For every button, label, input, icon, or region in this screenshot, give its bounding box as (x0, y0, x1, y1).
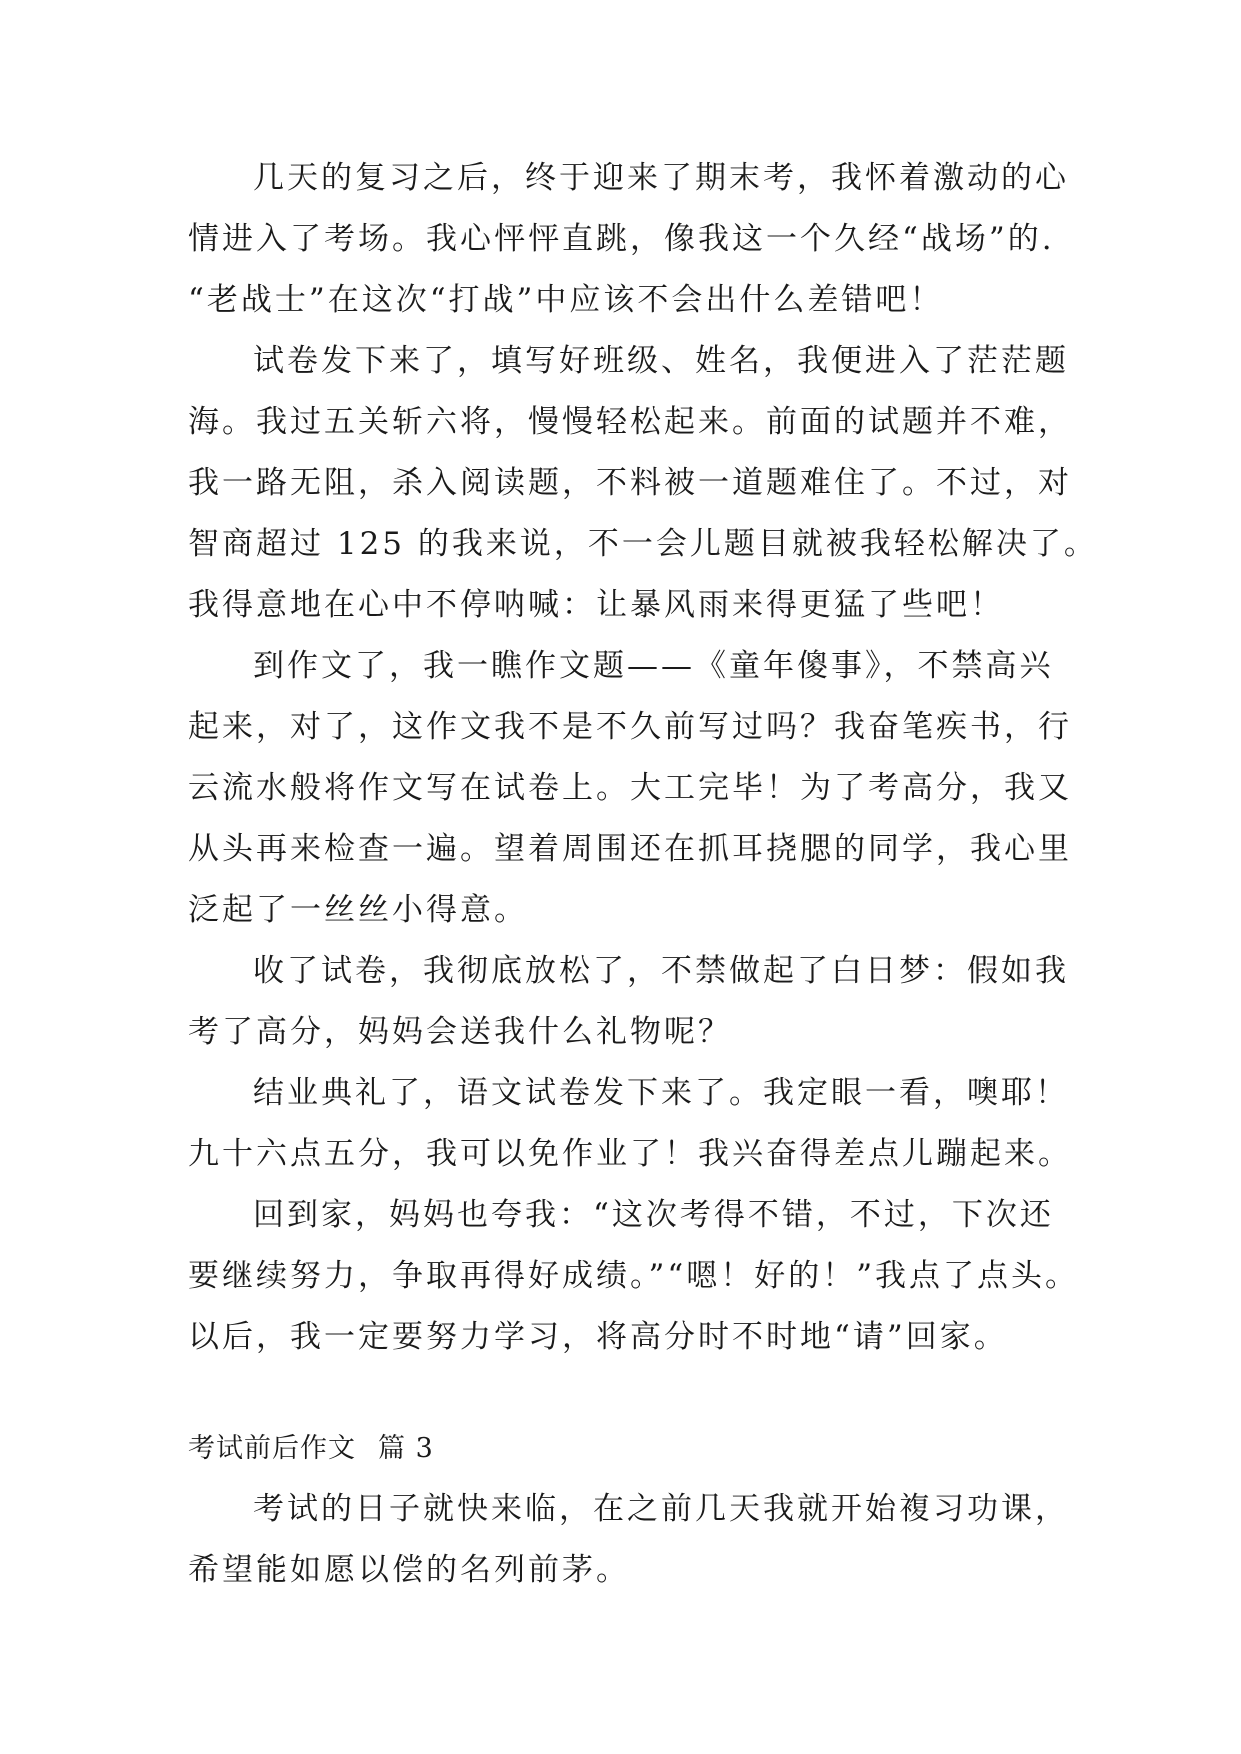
paragraph (188, 1479, 1068, 1601)
paragraph (188, 148, 1068, 331)
text-line: 我一路无阻，杀入阅读题，不料被一道题难住了。不过，对 (188, 465, 1072, 501)
text-line: 到作文了，我一瞧作文题——《童年傻事》，不禁高兴 (253, 648, 1054, 684)
section-spacer (188, 1368, 1068, 1418)
text-line: 泛起了一丝丝小得意。 (188, 892, 528, 928)
text-line: 云流水般将作文写在试卷上。大工完毕！为了考高分，我又 (188, 770, 1072, 806)
paragraph (188, 1063, 1072, 1185)
text-line: 结业典礼了，语文试卷发下来了。我定眼一看，噢耶！ (253, 1075, 1069, 1111)
text-line: 九十六点五分，我可以免作业了！我兴奋得差点儿蹦起来。 (188, 1136, 1072, 1172)
paragraph (188, 941, 1068, 1063)
text-line: 我得意地在心中不停呐喊：让暴风雨来得更猛了些吧！ (188, 587, 1004, 623)
text-line: 以后，我一定要努力学习，将高分时不时地“请”回家。 (188, 1319, 1008, 1355)
text-line: 收了试卷，我彻底放松了，不禁做起了白日梦：假如我 (253, 953, 1069, 989)
text-line: 要继续努力，争取再得好成绩。”“嗯！好的！”我点了点头。 (188, 1258, 1080, 1294)
text-line: 情进入了考场。我心怦怦直跳，像我这一个久经“战场”的. (188, 221, 1055, 257)
text-line: 智商超过 125 的我来说，不一会儿题目就被我轻松解决了。 (188, 526, 1098, 562)
text-line: 海。我过五关斩六将，慢慢轻松起来。前面的试题并不难， (188, 404, 1072, 440)
text-line: 考了高分，妈妈会送我什么礼物呢？ (188, 1014, 732, 1050)
text-line: 从头再来检查一遍。望着周围还在抓耳挠腮的同学，我心里 (188, 831, 1072, 867)
text-line: 试卷发下来了，填写好班级、姓名，我便进入了茫茫题 (253, 343, 1069, 379)
text-line: 希望能如愿以偿的名列前茅。 (188, 1552, 630, 1588)
document-body (188, 148, 1098, 1601)
paragraph (188, 1185, 1080, 1368)
text-line: 回到家，妈妈也夸我：“这次考得不错，不过，下次还 (253, 1197, 1054, 1233)
section-title: 考试前后作文 (188, 1433, 356, 1464)
section-number: 篇 3 (378, 1433, 434, 1464)
text-line: 起来，对了，这作文我不是不久前写过吗？我奋笔疾书，行 (188, 709, 1072, 745)
text-line: “老战士”在这次“打战”中应该不会出什么差错吧！ (188, 282, 944, 318)
text-line: 考试的日子就快来临，在之前几天我就开始複习功课， (253, 1491, 1069, 1527)
section-heading (188, 1418, 1068, 1479)
paragraph (188, 331, 1098, 636)
text-line: 几天的复习之后，终于迎来了期末考，我怀着激动的心 (253, 160, 1069, 196)
paragraph (188, 636, 1072, 941)
